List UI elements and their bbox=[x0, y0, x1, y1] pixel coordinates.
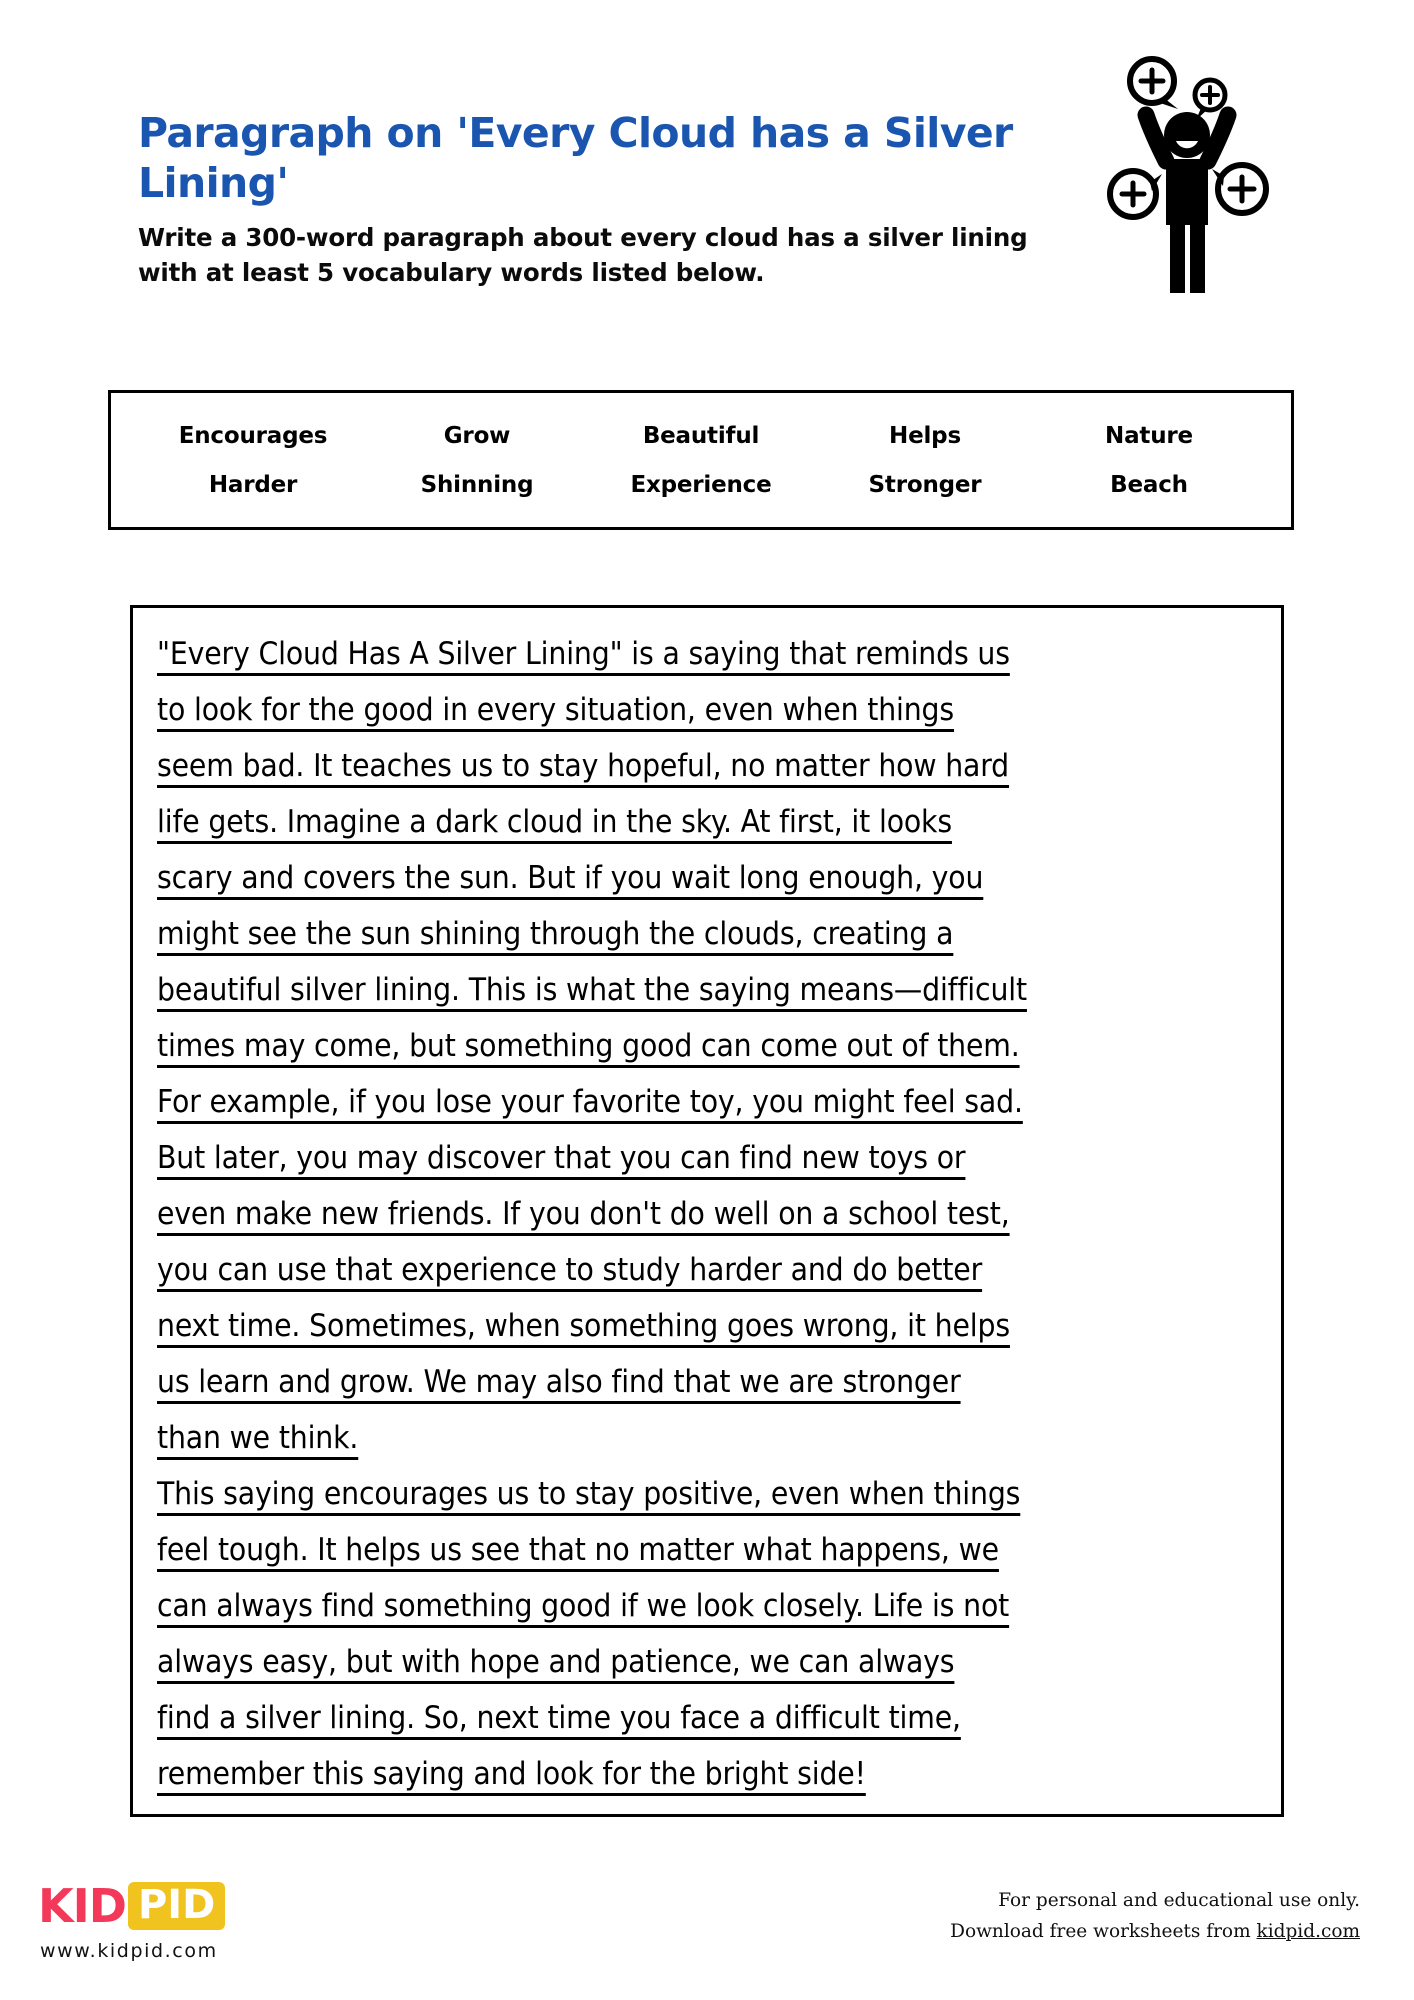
answer-line: But later, you may discover that you can find new toys or bbox=[157, 1140, 966, 1176]
answer-line: times may come, but something good can come out of them. bbox=[157, 1028, 1020, 1064]
worksheet-header bbox=[138, 108, 1278, 293]
answer-line: "Every Cloud Has A Silver Lining" is a saying that reminds us bbox=[157, 636, 1010, 672]
answer-line: find a silver lining. So, next time you face a difficult time, bbox=[157, 1700, 961, 1736]
answer-line: next time. Sometimes, when something goes wrong, it helps bbox=[157, 1308, 1010, 1344]
vocabulary-word: Beautiful bbox=[642, 422, 760, 449]
kidpid-link[interactable]: kidpid.com bbox=[1256, 1920, 1360, 1942]
vocabulary-word: Grow bbox=[443, 422, 511, 449]
answer-line: beautiful silver lining. This is what the saying means—difficult bbox=[157, 972, 1027, 1008]
answer-line: can always find something good if we look closely. Life is not bbox=[157, 1588, 1010, 1624]
answer-line: to look for the good in every situation, even when things bbox=[157, 692, 955, 728]
vocabulary-word: Nature bbox=[1105, 422, 1193, 449]
answer-line: This saying encourages us to stay positive, even when things bbox=[157, 1476, 1021, 1512]
vocabulary-word-bank bbox=[108, 390, 1294, 530]
answer-line: scary and covers the sun. But if you wait long enough, you bbox=[157, 860, 984, 896]
instruction-text: Write a 300-word paragraph about every cloud has a silver lining with at least 5 vocabulary words listed below. bbox=[138, 223, 1028, 288]
vocabulary-row bbox=[141, 423, 1261, 449]
footer-note-prefix: Download free worksheets from bbox=[950, 1920, 1257, 1942]
kidpid-logo[interactable] bbox=[38, 1879, 338, 1962]
answer-paragraph-2 bbox=[157, 1466, 1257, 1802]
vocabulary-word: Helps bbox=[889, 422, 961, 449]
footer-note-line-1: For personal and educational use only. bbox=[998, 1890, 1360, 1911]
vocabulary-word: Experience bbox=[630, 471, 772, 498]
header-text-block bbox=[138, 108, 1038, 291]
vocabulary-row bbox=[141, 472, 1261, 498]
vocabulary-word: Stronger bbox=[868, 471, 982, 498]
footer-note-line-2 bbox=[950, 1917, 1360, 1948]
vocabulary-word: Beach bbox=[1110, 471, 1188, 498]
answer-line: always easy, but with hope and patience, we can always bbox=[157, 1644, 955, 1680]
logo-wordmark bbox=[38, 1879, 338, 1933]
answer-line: life gets. Imagine a dark cloud in the sky. At first, it looks bbox=[157, 804, 952, 840]
vocabulary-word: Shinning bbox=[420, 471, 534, 498]
answer-line: feel tough. It helps us see that no matter what happens, we bbox=[157, 1532, 999, 1568]
answer-line: you can use that experience to study harder and do better bbox=[157, 1252, 983, 1288]
page-footer bbox=[0, 1872, 1414, 2000]
answer-line: might see the sun shining through the clouds, creating a bbox=[157, 916, 954, 952]
answer-line: us learn and grow. We may also find that we are stronger bbox=[157, 1364, 961, 1400]
page-title: Paragraph on 'Every Cloud has a Silver Lining' bbox=[138, 109, 1013, 208]
answer-line: For example, if you lose your favorite toy, you might feel sad. bbox=[157, 1084, 1023, 1120]
vocabulary-word: Harder bbox=[208, 471, 298, 498]
answer-line: remember this saying and look for the bright side! bbox=[157, 1756, 866, 1792]
vocabulary-word: Encourages bbox=[178, 422, 328, 449]
answer-line: seem bad. It teaches us to stay hopeful, no matter how hard bbox=[157, 748, 1010, 784]
answer-line: even make new friends. If you don't do well on a school test, bbox=[157, 1196, 1010, 1232]
answer-paragraph-box[interactable] bbox=[130, 605, 1284, 1817]
footer-usage-note bbox=[950, 1886, 1360, 1947]
logo-kid-text: KID bbox=[38, 1879, 126, 1933]
person-cheering-with-plus-bubbles-icon bbox=[1102, 53, 1272, 293]
answer-line: than we think. bbox=[157, 1420, 359, 1456]
logo-website-url: www.kidpid.com bbox=[40, 1940, 218, 1962]
logo-pid-text: PID bbox=[128, 1882, 225, 1930]
answer-paragraph-1 bbox=[157, 626, 1257, 1466]
